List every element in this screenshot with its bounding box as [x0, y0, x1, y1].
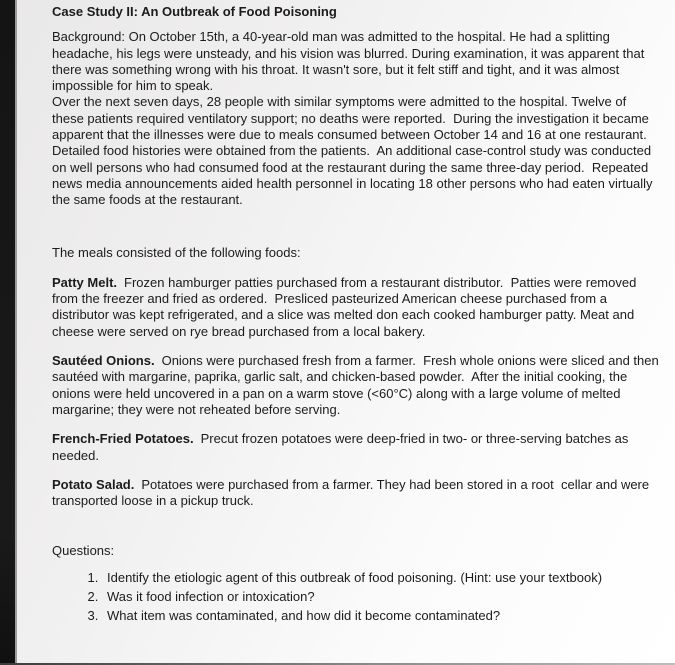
question-item-1: 1. Identify the etiologic agent of this outbreak of food poisoning. (Hint: use your textbook): [102, 570, 660, 586]
questions-list: [52, 570, 660, 625]
food-description-sauteed-onions: Onions were purchased fresh from a farmer. Fresh whole onions were sliced and then sautéed with margarine, paprika, garlic salt, and chicken-based powder. After the initial cooking, the onions were held uncovered in a pan on a warm stove (<60°C) along with a large volume of melted margarine; they were not reheated before serving.: [52, 353, 663, 417]
food-item-patty-melt: [52, 275, 660, 340]
meals-intro: The meals consisted of the following foods:: [52, 244, 301, 260]
food-description-patty-melt: Frozen hamburger patties purchased from a restaurant distributor. Patties were removed from the freezer and fried as ordered. Presliced pasteurized American cheese purchased from a distributor was kept refrigerated, and a slice was melted don each cooked hamburger patty. Meat and cheese were served on rye bread purchased from a local bakery.: [52, 274, 640, 339]
food-name-sauteed-onions: Sautéed Onions.: [52, 353, 155, 369]
scan-left-edge: [0, 0, 17, 665]
food-name-patty-melt: Patty Melt.: [52, 274, 118, 290]
document-content: [52, 4, 663, 628]
background-paragraph-2: Over the next seven days, 28 people with similar symptoms were admitted to the hospital. Twelve of these patients required ventilatory support; no deaths were reported. During the investigation it became apparent that the illnesses were due to meals consumed between October 14 and 16 at one restaurant.: [52, 94, 653, 143]
food-item-potato-salad: [52, 477, 660, 510]
page-title: Case Study II: An Outbreak of Food Poisoning: [52, 4, 337, 19]
food-item-sauteed-onions: [52, 353, 663, 418]
food-item-french-fried-potatoes: [52, 431, 660, 464]
question-item-3: 3. What item was contaminated, and how did it become contaminated?: [102, 608, 660, 624]
food-description-potato-salad: Potatoes were purchased from a farmer. They had been stored in a root cellar and were transported loose in a pickup truck.: [52, 476, 653, 509]
questions-label: Questions:: [52, 543, 115, 559]
background-paragraph-3: Detailed food histories were obtained from the patients. An additional case-control study was conducted on well persons who had consumed food at the restaurant during the same three-day period. Repeated news media announcements aided health personnel in locating 18 other persons who had eaten virtually the same foods at the restaurant.: [52, 143, 657, 208]
background-paragraph-1: Background: On October 15th, a 40-year-old man was admitted to the hospital. He had a splitting headache, his legs were unsteady, and his vision was blurred. During examination, it was apparent that there was something wrong with his throat. It wasn't sore, but it felt stiff and tight, and it was almost impossible for him to speak.: [52, 29, 648, 94]
food-description-french-fried-potatoes: Precut frozen potatoes were deep-fried in two- or three-serving batches as needed.: [52, 431, 632, 463]
question-item-2: 2. Was it food infection or intoxication?: [102, 589, 660, 605]
food-name-potato-salad: Potato Salad.: [52, 476, 135, 492]
food-name-french-fried-potatoes: French-Fried Potatoes.: [52, 431, 194, 447]
